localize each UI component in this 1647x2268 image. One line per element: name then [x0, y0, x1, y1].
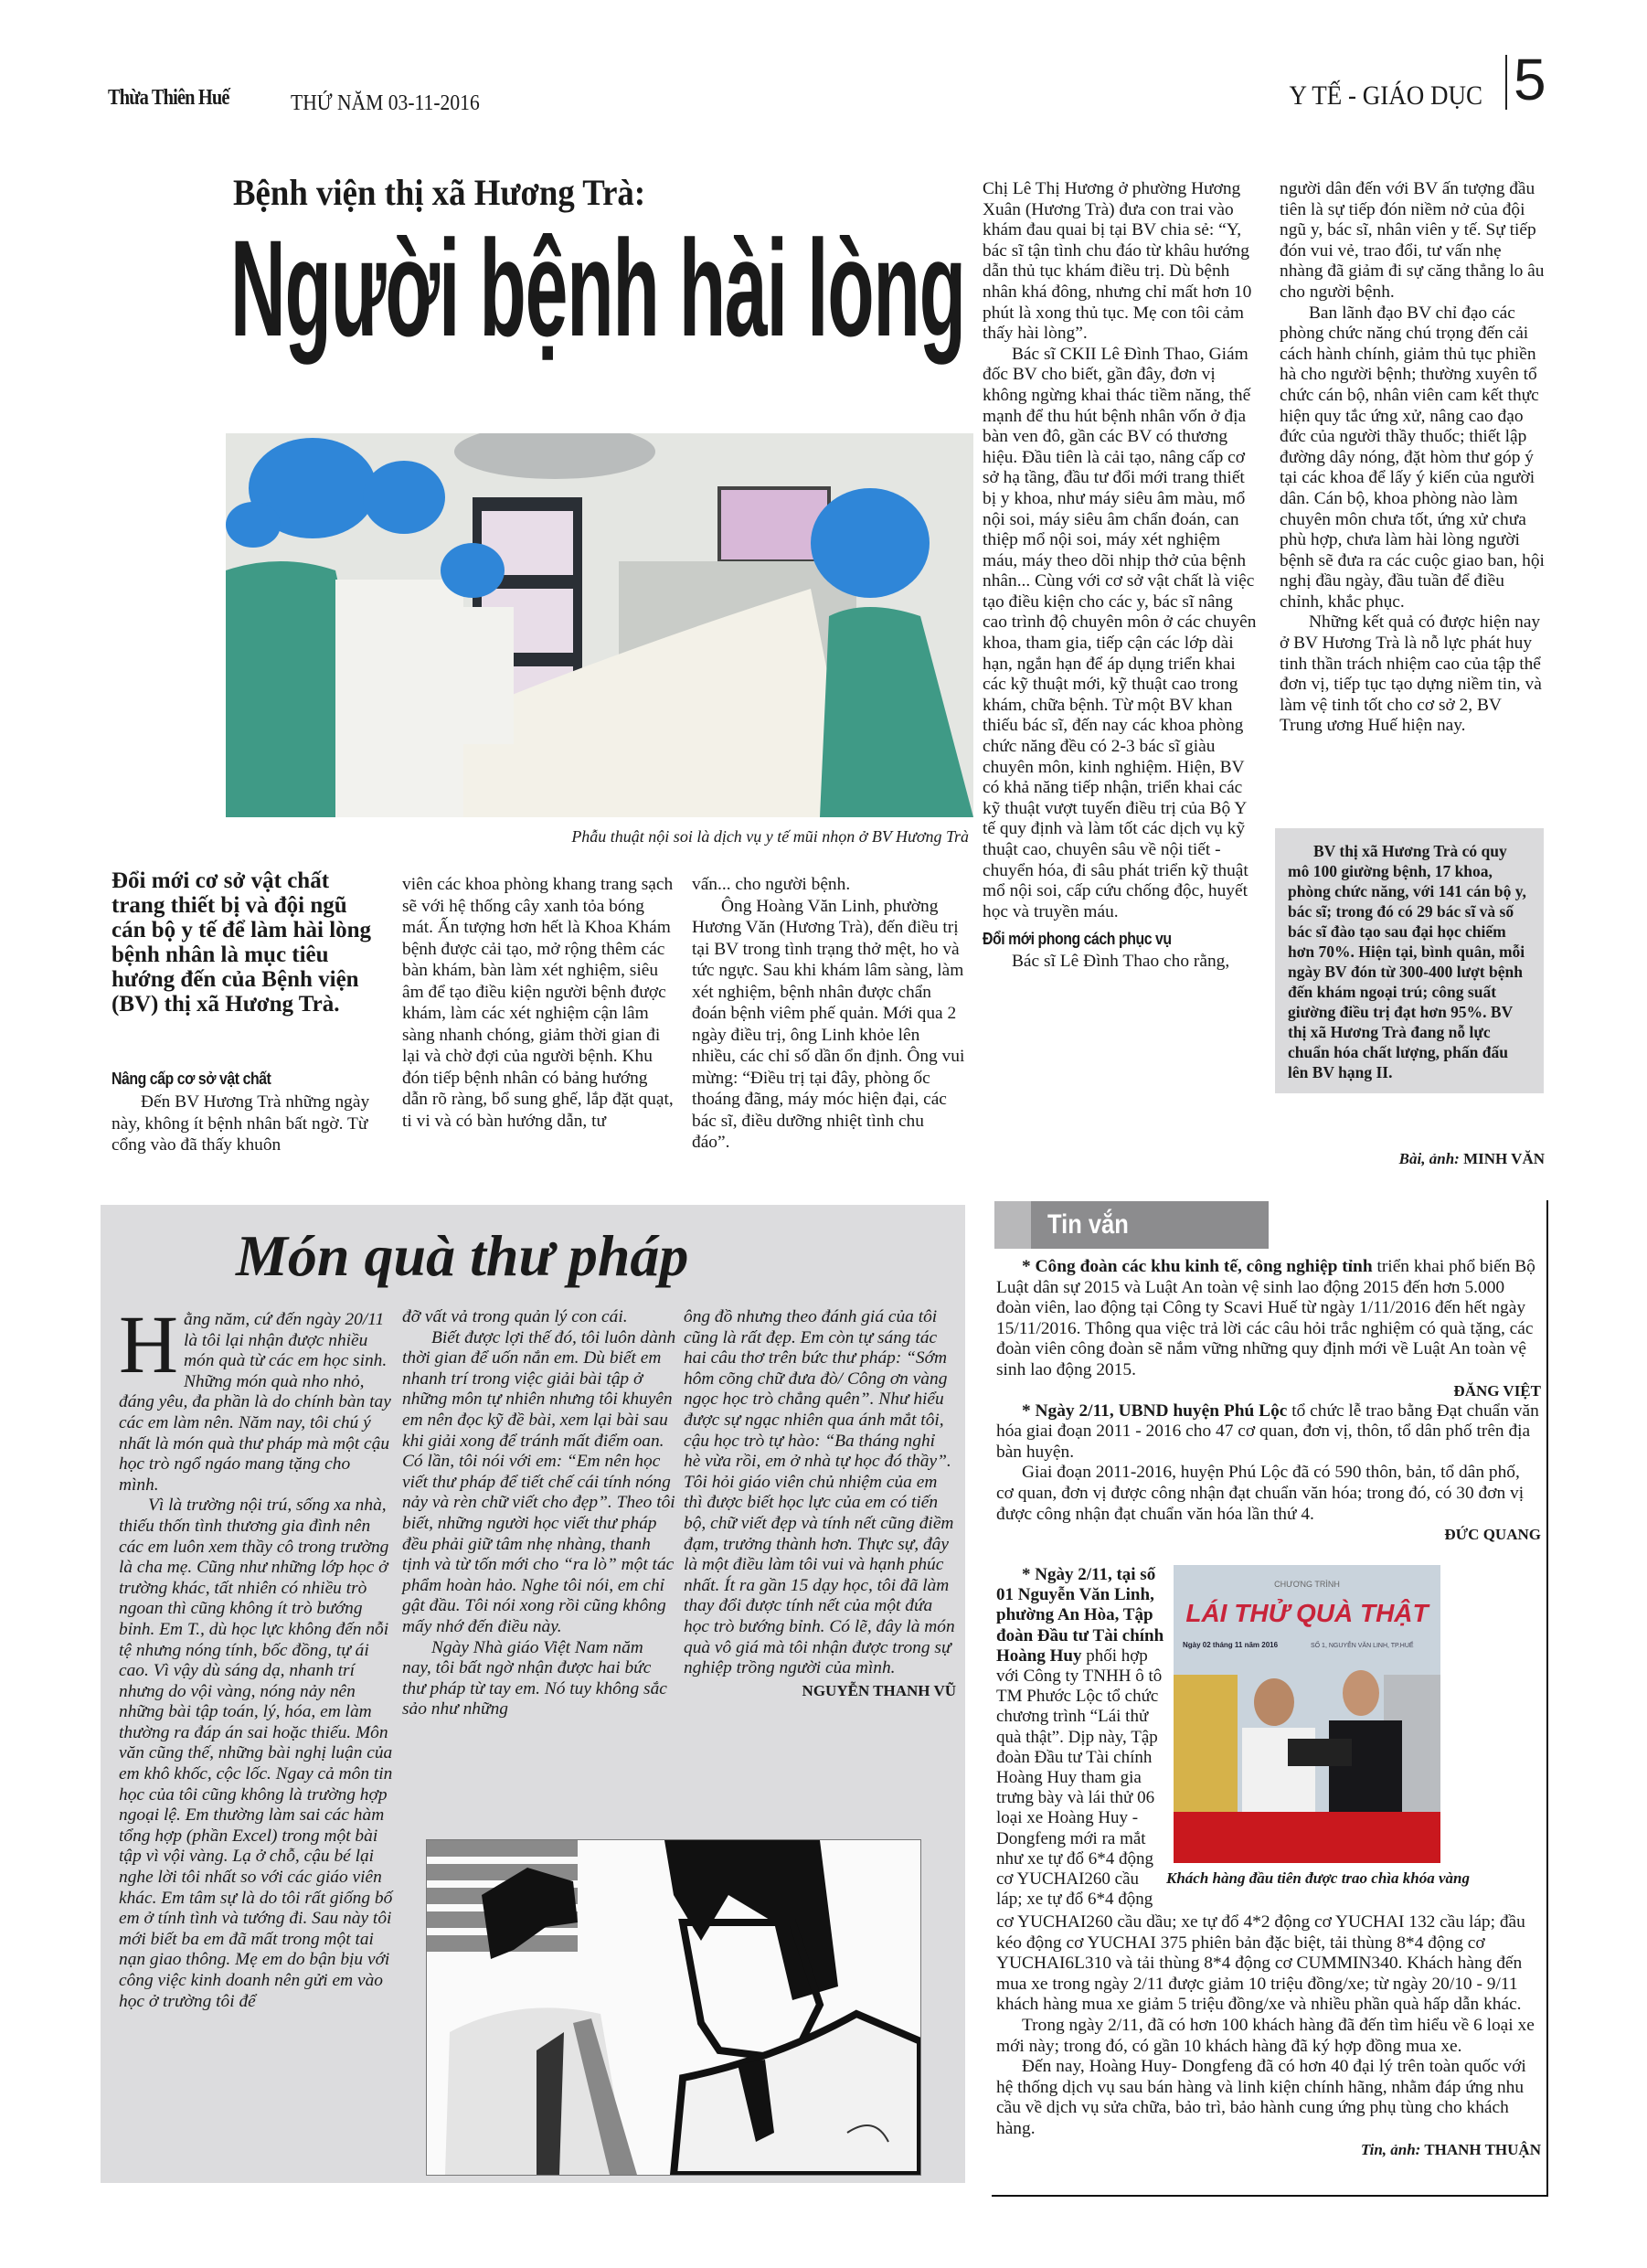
- brief-news-item3-narrow: [996, 1565, 1166, 1910]
- paragraph: người dân đến với BV ấn tượng đầu tiên là sự tiếp đón niềm nở của đội ngũ y, bác sĩ, nhân viên y tế. Sự tiếp đón vui vẻ, trao đổi, tư vấn nhẹ nhàng đã giảm đi sự căng thẳng lo âu cho người bệnh.: [1280, 179, 1545, 302]
- paragraph: Vì là trường nội trú, sống xa nhà, thiếu thốn tình thương gia đình nên các em luôn xem thầy cô trong trường là cha mẹ. Cũng như những lớp học ở trường khác, tất nhiên có nhiều trò ngoan thì cũng không ít trò bướng bỉnh. Em T., dù học lực không đến nỗi tệ nhưng nóng tính, bốc đồng, tự ái cao. Vì vậy dù sáng dạ, nhanh trí nhưng do vội vàng, nóng nảy nên những bài tập toán, lý, hóa, em làm thường ra đáp án sai hoặc thiếu. Môn văn cũng thế, những bài nghị luận của em khô khốc, cộc lốc. Ngay cả môn tin học của tôi cũng không là trường hợp ngoại lệ. Em thường làm sai các hàm tổng hợp (phần Excel) trong một bài tập vì vội vàng. Lạ ở chỗ, cậu bé lại nghe lời tôi nhất so với các giáo viên khác. Em tâm sự là do tôi rất giống bố em ở tính tình và tướng đi. Sau này tôi mới biết ba em đã mất trong một tai nạn giao thông. Mẹ em do bận bịu với công việc kinh doanh nên gửi em vào học ở trường tôi để: [119, 1496, 393, 2011]
- paragraph: Chị Lê Thị Hương ở phường Hương Xuân (Hương Trà) đưa con trai vào khám đau quai bị tại BV chia sẻ: “Y, bác sĩ tận tình chu đáo từ khâu hướng dẫn thủ tục khám điều trị. Dù bệnh nhân khá đông, nhưng chỉ mất hơn 10 phút là xong thủ tục. Mẹ con tôi cảm thấy hài lòng”.: [983, 179, 1252, 344]
- news-author: [996, 2140, 1541, 2160]
- paragraph: Ngày Nhà giáo Việt Nam năm nay, tôi bất ngờ nhận được hai bức thư pháp từ tay em. Nó tuy không sắc sảo như những: [402, 1637, 667, 1720]
- article-column-2: [402, 874, 676, 1132]
- banner-address: SỐ 1, NGUYỄN VĂN LINH, TP.HUẾ: [1311, 1643, 1414, 1649]
- brief-news-item3-wide: [996, 1912, 1541, 2160]
- byline-prefix: Tin, ảnh:: [1360, 2140, 1421, 2158]
- paragraph: Biết được lợi thế đó, tôi luôn dành thời gian để uốn nắn em. Dù biết em nhanh trí trong việc giải bài tập ở những môn tự nhiên nhưng tôi khuyên em nên đọc kỹ đề bài, xem lại bài sau khi giải xong để tránh mất điểm oan. Có lần, tôi nói với em: “Em nên học viết thư pháp để tiết chế cái tính nóng nảy và rèn chữ viết cho đẹp”. Theo tôi biết, những người học viết thư pháp đều phải giữ tâm nhẹ nhàng, thanh tịnh và từ tốn mới cho “ra lò” một tác phẩm hoàn hảo. Nghe tôi nói, em chỉ gật đầu. Tôi nói xong rồi cũng không mấy nhớ đến điều này.: [402, 1327, 676, 1636]
- header-accent: [994, 1201, 1031, 1249]
- paragraph: [119, 1300, 393, 1496]
- paragraph: vấn... cho người bệnh.: [692, 875, 851, 894]
- news-text: phối hợp với Công ty TNHH ô tô TM Phước Lộc tổ chức chương trình “Lái thử quà thật”. Dịp này, Tập đoàn Đầu tư Tài chính Hoàng Huy tham gia trưng bày và lái thử 06 loại xe Hoàng Huy - Dongfeng mới ra mắt như xe tự đổ 6*4 động cơ YUCHAI260 cầu láp; xe tự đổ 6*4 động: [996, 1645, 1163, 1910]
- news-item: cơ YUCHAI260 cầu dầu; xe tự đổ 4*2 động cơ YUCHAI 132 cầu láp; đầu kéo động cơ YUCHAI 375 phiên bản đặc biệt, tải thùng 8*4 động cơ YUCHAI6L310 và tải thùng 8*4 động cơ CUMMIN340. Khách hàng đến mua xe trong ngày 2/11 được giảm 10 triệu đồng/xe; từ ngày 20/10 - 9/11 khách hàng mua xe giảm 5 triệu đồng/xe và nhiều phần quà hấp dẫn khác.: [996, 1912, 1525, 2015]
- brief-news-header: [994, 1201, 1269, 1249]
- brief-news-top: [996, 1257, 1541, 1545]
- news-lead: * Ngày 2/11, UBND huyện Phú Lộc: [1022, 1400, 1288, 1421]
- fact-box-text: BV thị xã Hương Trà có quy mô 100 giường bệnh, 17 khoa, phòng chức năng, với 141 cán bộ y, bác sĩ; trong đó có 29 bác sĩ và số bác sĩ đào tạo sau đại học chiếm hơn 70%. Hiện tại, bình quân, mỗi ngày BV đón từ 300-400 lượt bệnh đến khám ngoại trú; công suất giường điều trị đạt hơn 95%. BV thị xã Hương Trà đang nỗ lực chuẩn hóa chất lượng, phấn đấu lên BV hạng II.: [1288, 842, 1526, 1081]
- fact-box: [1275, 828, 1544, 1093]
- essay-column-3: [684, 1307, 956, 1701]
- news-item: [996, 1565, 1166, 1910]
- banner-date: Ngày 02 tháng 11 năm 2016: [1183, 1641, 1279, 1649]
- essay-column-1: [119, 1300, 393, 2012]
- paragraph: viên các khoa phòng khang trang sạch sẽ với hệ thống cây xanh tỏa bóng mát. Ấn tượng hơn hết là Khoa Khám bệnh được cải tạo, mở rộng thêm các bàn khám, bàn làm xét nghiệm, siêu âm để tạo điều kiện người bệnh được khám, làm các xét nghiệm cận lâm sàng nhanh chóng, giảm thời gian đi lại và chờ đợi của người bệnh. Khu đón tiếp bệnh nhân có bảng hướng dẫn rõ ràng, bổ sung ghế, lắp đặt quạt, ti vi và có bàn hướng dẫn, tư: [402, 875, 674, 1131]
- article-column-1: [112, 1062, 386, 1156]
- article-lead: Đổi mới cơ sở vật chất trang thiết bị và đội ngũ cán bộ y tế để làm hài lòng bệnh nhân là mục tiêu hướng đến của Bệnh viện (BV) thị xã Hương Trà.: [112, 868, 372, 1017]
- essay-column-2: [402, 1307, 676, 1720]
- news-text: triển khai phổ biến Bộ Luật dân sự 2015 và Luật An toàn vệ sinh lao động 2015 đến hơn 5.000 đoàn viên, lao động tại Công ty Scavi Huế từ ngày 1/11/2016 đến hết ngày 15/11/2016. Thông qua việc trả lời các câu hỏi trắc nghiệm có quà tặng, các đoàn viên công đoàn sẽ nắm vững những quy định mới về Luật An toàn vệ sinh lao động 2015.: [996, 1257, 1535, 1379]
- brief-news-title: Tin vắn: [1047, 1209, 1129, 1240]
- article-column-4: [983, 179, 1257, 973]
- paragraph-text: ằng năm, cứ đến ngày 20/11 là tôi lại nhận được nhiều món quà từ các em học sinh. Những món quà nho nhỏ, đáng yêu, đa phần là do chính bàn tay các em làm nên. Năm nay, tôi chú ý nhất là món quà thư pháp mà một cậu học trò ngổ ngáo mang tặng cho mình.: [119, 1310, 391, 1495]
- news-item: Đến nay, Hoàng Huy- Dongfeng đã có hơn 40 đại lý trên toàn quốc với hệ thống dịch vụ sau bán hàng và linh kiện chính hãng, nhằm đáp ứng nhu cầu về dịch vụ sửa chữa, bảo trì, bảo hành cung ứng phụ tùng cho khách hàng.: [996, 2057, 1526, 2138]
- section-name: Y TẾ - GIÁO DỤC: [1289, 80, 1482, 111]
- paragraph: Đến BV Hương Trà những ngày này, không ít bệnh nhân bất ngờ. Từ cổng vào đã thấy khuôn: [112, 1092, 370, 1155]
- paragraph: Bác sĩ Lê Đình Thao cho rằng,: [1012, 952, 1230, 972]
- article-column-5: [1280, 179, 1545, 737]
- news-text: tổ chức lễ trao bằng Đạt chuẩn văn hóa giai đoạn 2011 - 2016 cho 47 cơ quan, đơn vị, thôn, tổ dân phố trên địa bàn huyện.: [996, 1400, 1539, 1462]
- article-headline: Người bệnh hài lòng: [230, 211, 965, 365]
- page-number: 5: [1514, 47, 1546, 112]
- news-item: [996, 1401, 1541, 1464]
- article-kicker: Bệnh viện thị xã Hương Trà:: [233, 172, 646, 213]
- news-item: Giai đoạn 2011-2016, huyện Phú Lộc đã có 590 thôn, bản, tổ dân phố, cơ quan, đơn vị được công nhận đạt chuẩn văn hóa; trong đó, có 30 đơn vị được công nhận đạt chuẩn văn hóa lần thứ 4.: [996, 1463, 1525, 1524]
- paragraph: ông đồ nhưng theo đánh giá của tôi cũng là rất đẹp. Em còn tự sáng tác hai câu thơ trên bức thư pháp: “Sớm hôm cõng chữ đưa đò/ Công ơn vàng ngọc học trò chẳng quên”. Như hiểu được sự ngạc nhiên qua ánh mắt tôi, cậu học trò tự hào: “Ba tháng nghỉ hè vừa rồi, em ở nhà tự học đó thầy”. Tôi hỏi giáo viên chủ nhiệm của em thì được biết học lực của em có tiến bộ, chữ viết đẹp và tính nết cũng điềm đạm, trưởng thành hơn. Thực sự, đây là một điều làm tôi vui và hạnh phúc nhất. Ít ra gần 15 dạy học, tôi đã làm thay đổi được tính nết của một đứa học trò bướng bỉnh. Có lẽ, đây là món quà vô giá mà tôi nhận được trong sự nghiệp trồng người của mình.: [684, 1307, 955, 1678]
- masthead-paper-name: Thừa Thiên Huế: [108, 86, 229, 110]
- essay-author: NGUYỄN THANH VŨ: [802, 1681, 956, 1699]
- subhead-upgrade: Nâng cấp cơ sở vật chất: [112, 1070, 271, 1088]
- news-lead: * Ngày 2/11, tại số 01 Nguyễn Văn Linh, phường An Hòa, Tập đoàn Đầu tư Tài chính Hoàng Huy: [996, 1565, 1164, 1666]
- page-number-divider: [1505, 55, 1507, 110]
- news-lead: * Công đoàn các khu kinh tế, công nghiệp tỉnh: [1022, 1257, 1373, 1276]
- byline-name: THANH THUẬN: [1424, 2140, 1541, 2158]
- subhead-service: Đổi mới phong cách phục vụ: [983, 930, 1172, 949]
- paragraph: Những kết quả có được hiện nay ở BV Hương Trà là nỗ lực phát huy tinh thần trách nhiệm cao của tập thể đơn vị, tiếp tục tạo dựng niềm tin, và làm vệ tinh tốt cho cơ sở 2, BV Trung ương Huế hiện nay.: [1280, 612, 1542, 736]
- surgery-photo: [226, 433, 973, 817]
- photo-caption: Phẫu thuật nội soi là dịch vụ y tế mũi nhọn ở BV Hương Trà: [571, 827, 969, 846]
- article-column-3: [692, 874, 966, 1154]
- banner-small: CHƯƠNG TRÌNH: [1274, 1580, 1340, 1589]
- article-byline: [1280, 1150, 1545, 1168]
- paragraph: Bác sĩ CKII Lê Đình Thao, Giám đốc BV cho biết, gần đây, đơn vị không ngừng khai thác tiềm năng, thế mạnh để thu hút bệnh nhân vốn ở địa bàn ven đô, gần các BV có thương hiệu. Đầu tiên là cải tạo, nâng cấp cơ sở hạ tầng, đầu tư đổi mới trang thiết bị y khoa, như máy siêu âm màu, mổ nội soi, máy siêu âm chẩn đoán, can thiệp mổ nội soi, máy xét nghiệm máu, máy theo dõi nhịp thở của bệnh nhân... Cùng với cơ sở vật chất là việc tạo điều kiện cho các y, bác sĩ nâng cao trình độ chuyên môn ở các chuyên khoa, tham gia, tiếp cận các lớp dài hạn, ngắn hạn để áp dụng triển khai các kỹ thuật mới, kỹ thuật cao trong khám, chữa bệnh. Từ một BV khan thiếu bác sĩ, đến nay các khoa phòng chức năng đều có 2-3 bác sĩ giàu chuyên môn, kinh nghiệm. Hiện, BV có khả năng tiếp nhận, triển khai các kỹ thuật vượt tuyến điều trị của Bộ Y tế quy định và làm tốt các dịch vụ kỹ thuật cao, chuyên sâu về nội tiết - chuyển hóa, đi sâu phát triển kỹ thuật mổ nội soi, cấp cứu chống độc, huyết học và truyền máu.: [983, 344, 1257, 921]
- news-author: ĐĂNG VIỆT: [1453, 1381, 1541, 1400]
- portrait-illustration: [426, 1839, 921, 2176]
- masthead-date: THỨ NĂM 03-11-2016: [291, 91, 480, 115]
- paragraph: Ban lãnh đạo BV chỉ đạo các phòng chức năng chú trọng đến cải cách hành chính, giảm thủ tục phiền hà cho người bệnh; thường xuyên tổ chức cán bộ, nhân viên cam kết thực hiện quy tắc ứng xử, nâng cao đạo đức của người thầy thuốc; thiết lập đường dây nóng, đặt hòm thư góp ý tại các khoa để lấy ý kiến của người dân. Cán bộ, khoa phòng nào làm chuyên môn chưa tốt, ứng xử chưa phù hợp, chưa làm hài lòng người bệnh sẽ đưa ra các cuộc giao ban, hội nghị đầu ngày, đầu tuần để điều chỉnh, khắc phục.: [1280, 303, 1545, 612]
- essay-title: Món quà thư pháp: [236, 1223, 689, 1288]
- byline-name: MINH VĂN: [1463, 1150, 1545, 1167]
- paragraph: đỡ vất vả trong quản lý con cái.: [402, 1307, 628, 1326]
- news-item: [996, 1257, 1541, 1381]
- news-item: Trong ngày 2/11, đã có hơn 100 khách hàng đã đến tìm hiểu về 6 loại xe mới này; trong đó, có gần 10 khách hàng đã ký hợp đồng mua xe.: [996, 2015, 1535, 2056]
- test-drive-caption: Khách hàng đầu tiên được trao chìa khóa vàng: [1166, 1869, 1470, 1887]
- test-drive-photo: [1174, 1565, 1440, 1863]
- byline-prefix: Bài, ảnh:: [1398, 1150, 1460, 1167]
- news-author: ĐỨC QUANG: [1444, 1526, 1541, 1544]
- drop-cap: H: [119, 1300, 178, 1390]
- banner-big: LÁI THỬ QUÀ THẬT: [1185, 1599, 1429, 1627]
- paragraph: Ông Hoàng Văn Linh, phường Hương Văn (Hương Trà), đến điều trị tại BV trong tình trạng thở mệt, ho và tức ngực. Sau khi khám lâm sàng, làm xét nghiệm, bệnh nhân được chẩn đoán bệnh viêm phế quản. Mới qua 2 ngày điều trị, ông Linh khỏe lên nhiều, các chỉ số dần ổn định. Ông vui mừng: “Điều trị tại đây, phòng ốc thoáng đãng, máy móc hiện đại, các bác sĩ, điều dưỡng nhiệt tình chu đáo”.: [692, 896, 965, 1152]
